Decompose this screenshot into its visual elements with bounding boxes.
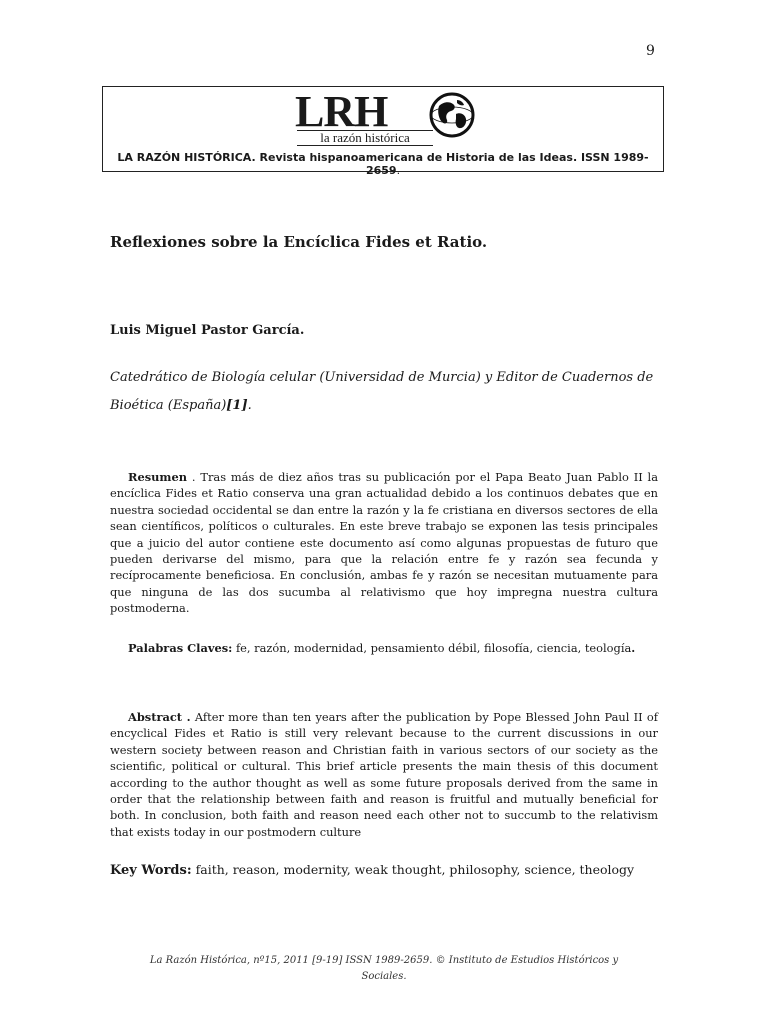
journal-logo <box>295 87 475 145</box>
abstract-text: After more than ten years after the publication by Pope Blessed John Paul II of encyclical Fides et Ratio is still very relevant because to the current discussions in our western society between reason and Christian faith in various sectors of our society as the scientific, political or cultural. This brief article presents the main thesis of this document according to the author thought as well as some future proposals derived from the same in order that the relationship between faith and reason is fruitful and mutually beneficial for both. In conclusion, both faith and reason need each other not to succumb to the relativism that exists today in our postmodern culture <box>110 710 658 839</box>
logo-letters: LRH <box>295 87 388 136</box>
resumen-paragraph <box>110 469 658 617</box>
affiliation-text: Catedrático de Biología celular (Universidad de Murcia) y Editor de Cuadernos de Bioética (España) <box>110 370 654 413</box>
logo-subtitle: la razón histórica <box>297 130 433 146</box>
key-words-text: faith, reason, modernity, weak thought, philosophy, science, theology <box>191 862 635 877</box>
author-name: Luis Miguel Pastor García. <box>110 323 305 338</box>
palabras-claves-text: fe, razón, modernidad, pensamiento débil, filosofía, ciencia, teología <box>232 641 632 655</box>
journal-header <box>102 86 664 177</box>
article-title: Reflexiones sobre la Encíclica Fides et Ratio. <box>110 233 488 251</box>
globe-icon <box>429 92 475 138</box>
abstract-paragraph <box>110 709 658 840</box>
resumen-text: . Tras más de diez años tras su publicación por el Papa Beato Juan Pablo II la encíclica Fides et Ratio conserva una gran actualidad debido a los continuos debates que en nuestra sociedad occidental se dan entre la razón y la fe cristiana en diversos sectores de ella sean científicos, políticos o culturales. En este breve trabajo se exponen las tesis principales que a juicio del autor contiene este documento así como algunas propuestas de futuro que pueden derivarse del mismo, para que la relación entre fe y razón sea fecunda y recíprocamente beneficiosa. En conclusión, ambas fe y razón se necesitan mutuamente para que ninguna de las dos sucumba al relativismo que hoy impregna nuestra cultura postmoderna. <box>110 470 658 616</box>
palabras-claves-paragraph <box>110 640 658 656</box>
footer-line-1: La Razón Histórica, nº15, 2011 [9-19] ISSN 1989-2659. © Instituto de Estudios Históricos y <box>149 955 619 966</box>
key-words-paragraph <box>110 860 658 880</box>
footnote-link[interactable]: [1] <box>226 398 248 413</box>
author-affiliation <box>110 364 660 420</box>
palabras-claves-heading: Palabras Claves: <box>128 641 233 655</box>
caption-text: LA RAZÓN HISTÓRICA. Revista hispanoamericana de Historia de las Ideas. ISSN 1989-2659 <box>117 151 649 177</box>
page-footer <box>110 953 658 985</box>
abstract-heading: Abstract . <box>128 710 191 724</box>
journal-caption <box>103 151 663 177</box>
resumen-heading: Resumen <box>128 470 187 484</box>
affiliation-period: . <box>247 398 252 413</box>
key-words-heading: Key Words: <box>110 863 192 878</box>
caption-period: . <box>396 164 401 177</box>
palabras-claves-period: . <box>631 641 636 655</box>
footer-line-2: Sociales. <box>361 971 407 982</box>
page-number: 9 <box>646 43 655 59</box>
